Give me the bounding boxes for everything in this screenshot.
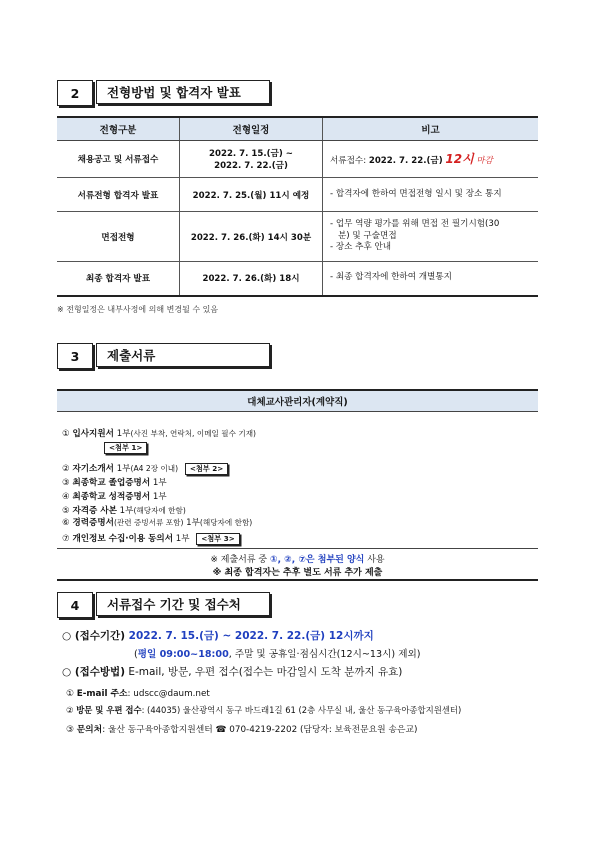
section-3-number: 3 xyxy=(57,343,93,369)
col-header-date: 전형일정 xyxy=(180,117,323,141)
method-value: E-mail, 방문, 우편 접수(접수는 마감일시 도착 분까지 유효) xyxy=(125,666,403,678)
schedule-footnote: ※ 전형일정은 내부사정에 의해 변경될 수 있음 xyxy=(57,305,219,314)
row-date: 2022. 7. 26.(화) 18시 xyxy=(180,262,323,296)
documents-box-header: 대체교사관리자(계약직) xyxy=(57,389,538,412)
period-value: 2022. 7. 15.(금) ~ 2022. 7. 22.(금) 12시까지 xyxy=(128,630,374,642)
item-number: ⑥ xyxy=(62,518,70,528)
method-label: ○ (접수방법) xyxy=(62,666,125,678)
item-count: 1부 xyxy=(173,534,190,544)
footer-text-c: 사용 xyxy=(364,555,385,565)
attachment-badge: <첨부 1> xyxy=(104,442,147,454)
email-value: : udscc@daum.net xyxy=(127,689,210,699)
row-type: 최종 합격자 발표 xyxy=(57,262,180,296)
item-count: 1부 xyxy=(183,518,200,528)
row-date: 2022. 7. 25.(월) 11시 예정 xyxy=(180,178,323,212)
col-header-type: 전형구분 xyxy=(57,117,180,141)
table-row xyxy=(57,178,538,212)
application-period-note xyxy=(134,646,420,660)
table-row xyxy=(57,141,538,178)
item-number: ⑦ xyxy=(62,534,70,544)
item-number: ① xyxy=(62,429,70,439)
note-prefix: 서류접수: xyxy=(330,155,369,166)
item-count: 1부 xyxy=(113,429,131,439)
period-note-hours: 평일 09:00~18:00 xyxy=(137,649,229,660)
note-line2: 분) 및 구술면접 xyxy=(338,230,397,241)
section-3-title: 제출서류 xyxy=(96,343,270,367)
row-type: 채용공고 및 서류접수 xyxy=(57,141,180,178)
document-item-1 xyxy=(62,427,256,439)
row-note: - 최종 합격자에 한하여 개별통지 xyxy=(323,262,539,296)
item-name: 경력증명서 xyxy=(72,518,114,528)
visit-value: : (44035) 울산광역시 동구 바드래1길 61 (2층 사무실 내, 울산 동구육아종합지원센터) xyxy=(141,705,462,715)
application-period xyxy=(62,628,374,643)
item-name: 최종학교 졸업증명서 xyxy=(72,478,151,488)
row-date xyxy=(180,141,323,178)
item-count: 1부 xyxy=(150,478,167,488)
table-row xyxy=(57,212,538,262)
row-date-line1: 2022. 7. 15.(금) ~ xyxy=(209,149,293,159)
row-note xyxy=(323,212,539,262)
note-time: 12시 xyxy=(445,151,474,166)
visit-number: ② xyxy=(66,705,74,715)
item-count: 1부 xyxy=(116,506,134,516)
col-header-note: 비고 xyxy=(323,117,539,141)
note-line3: - 장소 추후 안내 xyxy=(330,242,392,253)
document-item-4 xyxy=(62,490,167,502)
schedule-header-row xyxy=(57,117,538,141)
application-method xyxy=(62,664,402,679)
document-item-7 xyxy=(62,532,240,545)
email-number: ① xyxy=(66,689,74,699)
item-note-2: (해당자에 한함) xyxy=(199,518,253,527)
document-item-5 xyxy=(62,504,186,516)
row-date-line2: 2022. 7. 22.(금) xyxy=(214,161,288,171)
visit-label: 방문 및 우편 접수 xyxy=(76,705,142,715)
row-note xyxy=(323,141,539,178)
item-number: ④ xyxy=(62,492,70,502)
item-note: (사진 부착, 연락처, 이메일 필수 기재) xyxy=(130,429,257,438)
item-number: ⑤ xyxy=(62,506,70,516)
item-name: 입사지원서 xyxy=(72,429,114,439)
footer-text-a: ※ 제출서류 중 xyxy=(210,555,270,565)
row-type: 서류전형 합격자 발표 xyxy=(57,178,180,212)
row-date: 2022. 7. 26.(화) 14시 30분 xyxy=(180,212,323,262)
item-name: 자격증 사본 xyxy=(72,506,117,516)
document-item-2 xyxy=(62,462,228,475)
email-line xyxy=(66,686,210,699)
section-2-number: 2 xyxy=(57,80,93,106)
contact-label: 문의처 xyxy=(76,725,103,735)
section-4-title: 서류접수 기간 및 접수처 xyxy=(96,592,270,616)
document-item-1-attachment xyxy=(100,442,147,454)
item-number: ② xyxy=(62,464,70,474)
email-label: E-mail 주소 xyxy=(76,689,128,699)
item-count: 1부 xyxy=(150,492,167,502)
item-name: 최종학교 성적증명서 xyxy=(72,492,151,502)
item-count: 1부 xyxy=(113,464,131,474)
visit-line xyxy=(66,704,461,716)
attachment-badge: <첨부 3> xyxy=(196,533,239,545)
item-note: (관련 증빙서류 포함) xyxy=(113,518,184,527)
table-row xyxy=(57,262,538,296)
attachment-badge: <첨부 2> xyxy=(185,463,228,475)
section-4-number: 4 xyxy=(57,592,93,618)
note-date: 2022. 7. 22.(금) xyxy=(368,155,443,166)
item-number: ③ xyxy=(62,478,70,488)
contact-line xyxy=(66,722,417,735)
contact-number: ③ xyxy=(66,725,74,735)
period-note-rest: , 주말 및 공휴일·점심시간(12시~13시) 제외) xyxy=(228,649,421,660)
period-note-open: ( xyxy=(134,649,138,660)
item-name: 자기소개서 xyxy=(72,464,114,474)
note-suffix: 마감 xyxy=(476,155,493,166)
period-label: ○ (접수기간) xyxy=(62,630,129,642)
row-type: 면접전형 xyxy=(57,212,180,262)
documents-footer-line1 xyxy=(57,552,538,565)
documents-footer xyxy=(57,548,538,581)
contact-value: : 울산 동구육아종합지원센터 ☎ 070-4219-2202 (담당자: 보육전문요원 송은교) xyxy=(102,725,418,735)
document-item-6 xyxy=(62,516,252,528)
document-item-3 xyxy=(62,476,167,488)
row-note: - 합격자에 한하여 면접전형 일시 및 장소 통지 xyxy=(323,178,539,212)
documents-footer-line2: ※ 최종 합격자는 추후 별도 서류 추가 제출 xyxy=(212,568,383,578)
item-note: (해당자에 한함) xyxy=(133,506,186,515)
item-note: (A4 2장 이내) xyxy=(130,464,179,473)
note-line1: - 업무 역량 평가를 위해 면접 전 필기시험(30 xyxy=(330,219,500,230)
footer-text-highlight: ①, ②, ⑦은 첨부된 양식 xyxy=(269,555,365,565)
schedule-table xyxy=(57,116,538,297)
item-name: 개인정보 수집·이용 동의서 xyxy=(72,534,174,544)
section-2-title: 전형방법 및 합격자 발표 xyxy=(96,80,270,104)
